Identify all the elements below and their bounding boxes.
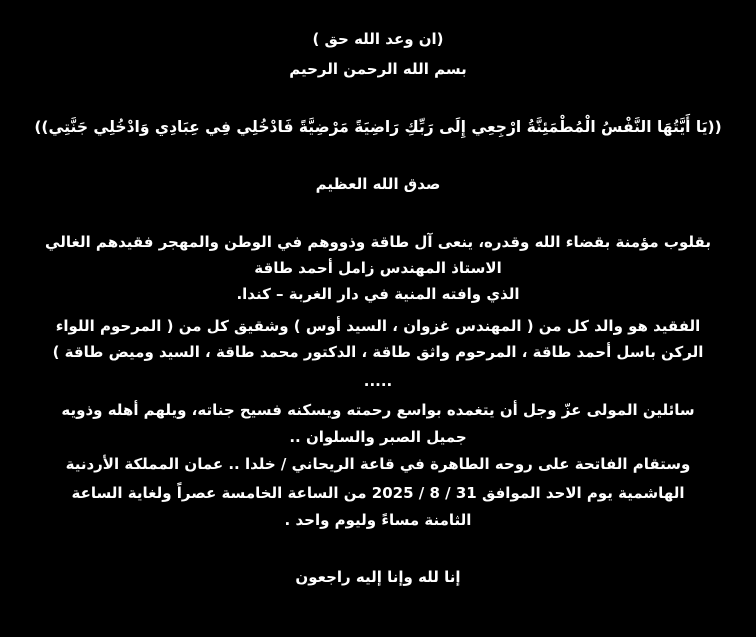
body-line-10: الهاشمية يوم الاحد الموافق 31 / 8 / 2025 من الساعة الخامسة عصراً ولغاية الساعة [71,484,685,502]
body-line-11: الثامنة مساءً وليوم واحد . [284,511,472,529]
body-line-7: سائلين المولى عزّ وجل أن يتغمده بواسع رحمته ويسكنه فسيح جناته، ويلهم أهله وذويه [61,401,695,419]
body-line-5: الركن باسل أحمد طاقة ، المرحوم واثق طاقة ، الدكتور محمد طاقة ، السيد وميض طاقة ) [52,343,704,361]
closing-line: إنا لله وإنا إليه راجعون [295,568,461,586]
sadaqa-line: صدق الله العظيم [315,175,441,193]
body-line-6: ..... [363,372,393,390]
body-line-8: جميل الصبر والسلوان .. [289,428,467,446]
body-line-1: بقلوب مؤمنة بقضاء الله وقدره، ينعى آل طاقة وذووهم في الوطن والمهجر فقيدهم الغالي [45,233,711,251]
basmala-line: بسم الله الرحمن الرحيم [289,60,467,78]
quran-verse: ((يَا أَيَّتُهَا النَّفْسُ الْمُطْمَئِنَّةُ ارْجِعِي إِلَى رَبِّكِ رَاضِيَةً مَرْضِيَّةً فَادْخُلِي فِي عِبَادِي وَادْخُلِي جَنَّتِي)) [34,118,722,136]
body-line-4: الفقيد هو والد كل من ( المهندس غزوان ، السيد أوس ) وشقيق كل من ( المرحوم اللواء [55,317,701,335]
promise-line: (ان وعد الله حق ) [312,30,444,48]
body-line-2: الاستاذ المهندس زامل أحمد طاقة [254,259,502,277]
body-line-9: وستقام الفاتحة على روحه الطاهرة في قاعة الريحاني / خلدا .. عمان المملكة الأردنية [65,455,691,473]
body-line-3: الذي وافته المنية في دار الغربة – كندا. [236,285,520,303]
